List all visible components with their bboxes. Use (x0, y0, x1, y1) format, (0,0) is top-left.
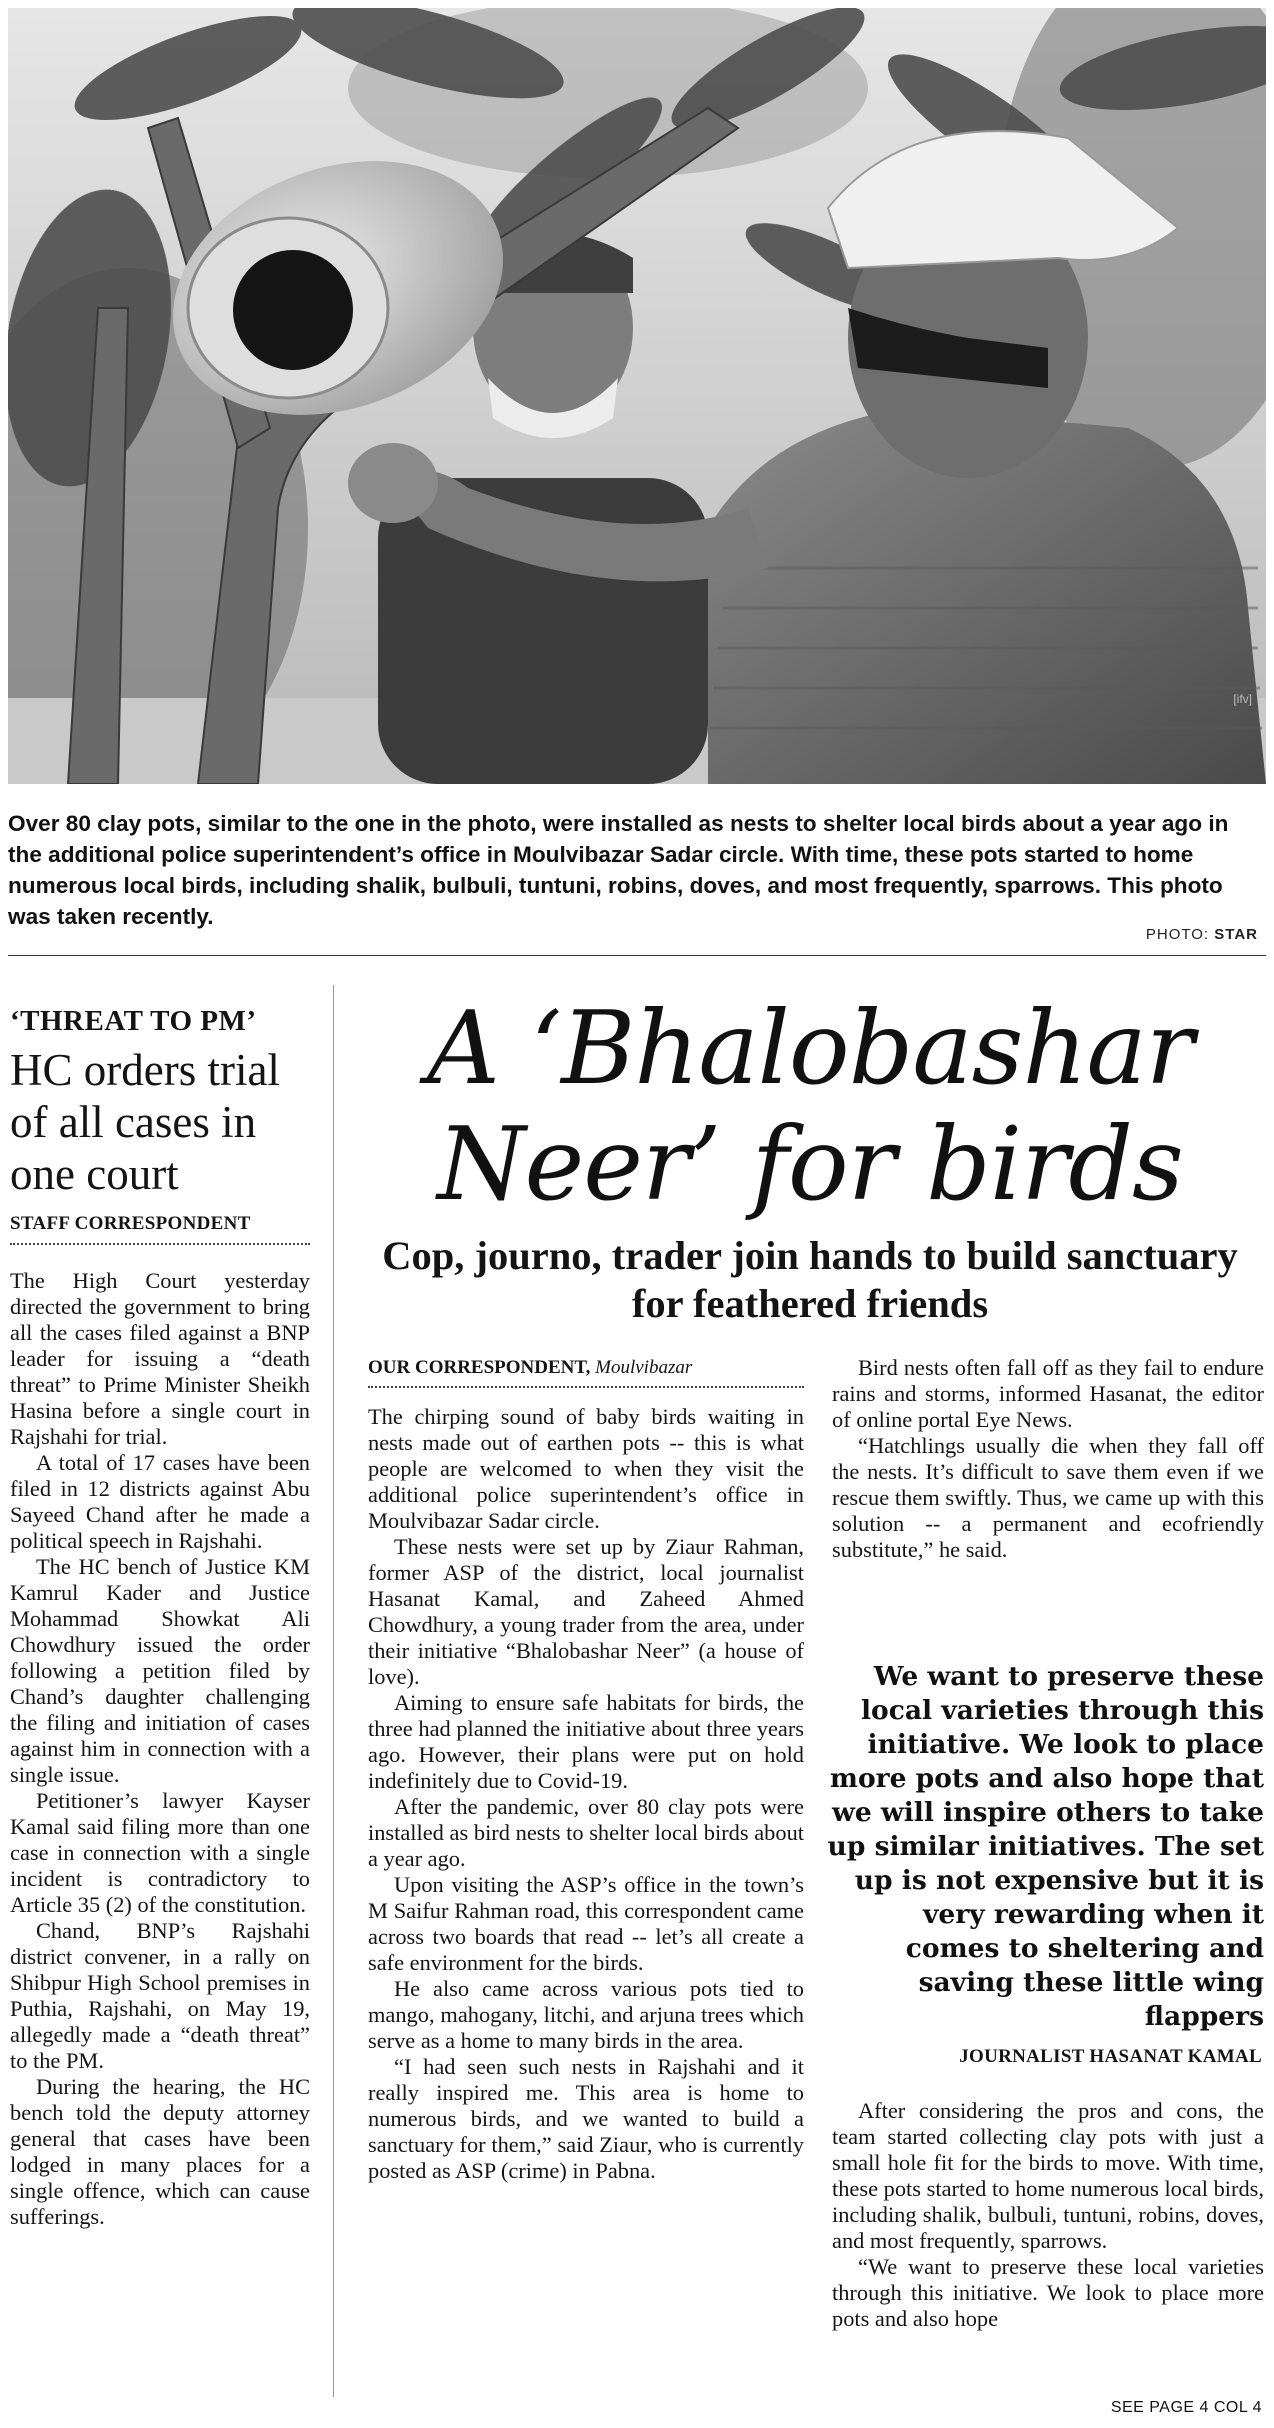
main-story-byline (368, 1357, 692, 1379)
paragraph: Aiming to ensure safe habitats for birds, the three had planned the initiative about three years ago. However, their plans were put on hold indefinitely due to Covid-19. (368, 1690, 804, 1793)
photo-caption: Over 80 clay pots, similar to the one in the photo, were installed as nests to shelter local birds about a year ago in the additional police superintendent’s office in Moulvibazar Sadar circle. With time, these pots started to home numerous local birds, including shalik, bulbuli, tuntuni, robins, doves, and most frequently, sparrows. This photo was taken recently. (8, 811, 1229, 929)
main-story-headline: A ‘Bhalobashar Neer’ for birds (427, 989, 1193, 1223)
paragraph: After considering the pros and cons, the team started collecting clay pots with just a small hole fit for the birds to move. With time, these pots started to home numerous local birds, including shalik, bulbuli, tuntuni, robins, doves, and most frequently, sparrows. (832, 2098, 1264, 2253)
paragraph: Upon visiting the ASP’s office in the town’s M Saifur Rahman road, this correspondent came across two boards that read -- let’s all create a safe environment for the birds. (368, 1872, 804, 1975)
left-story-dotted-rule (10, 1243, 310, 1245)
photo-illustration (8, 8, 1266, 784)
paragraph: He also came across various pots tied to mango, mahogany, litchi, and arjuna trees which serve as a home to many birds in the area. (368, 1976, 804, 2053)
paragraph: A total of 17 cases have been filed in 12 districts against Abu Sayeed Chand after he made a political speech in Rajshahi. (10, 1450, 310, 1553)
left-story-byline: STAFF CORRESPONDENT (10, 1213, 251, 1234)
paragraph: The chirping sound of baby birds waiting in nests made out of earthen pots -- this is what people are welcomed to when they visit the additional police superintendent’s office in Moulvibazar Sadar circle. (368, 1404, 804, 1533)
main-story-column-middle (368, 1404, 804, 2184)
paragraph: “I had seen such nests in Rajshahi and it really inspired me. This area is home to numerous birds, and we wanted to build a sanctuary for them,” said Ziaur, who is currently posted as ASP (crime) in Pabna. (368, 2054, 804, 2183)
left-story-body (10, 1268, 310, 2230)
byline-name: OUR CORRESPONDENT, (368, 1357, 591, 1378)
paragraph: “Hatchlings usually die when they fall off the nests. It’s difficult to save them even if we rescue them swiftly. Thus, we came up with this solution -- a permanent and ecofriendly substitute,” he said. (832, 1433, 1264, 1562)
photo-watermark: [ifv] (1233, 692, 1252, 706)
column-divider (333, 985, 334, 2397)
paragraph: The High Court yesterday directed the government to bring all the cases filed against a BNP leader for issuing a “death threat” to Prime Minister Sheikh Hasina before a single court in Rajshahi for trial. (10, 1268, 310, 1449)
news-photo (8, 8, 1266, 784)
paragraph: “We want to preserve these local varieties through this initiative. We look to place more pots and also hope (832, 2254, 1264, 2331)
paragraph: The HC bench of Justice KM Kamrul Kader and Justice Mohammad Showkat Ali Chowdhury issued the order following a petition filed by Chand’s daughter challenging the filing and initiation of cases against him in connection with a single issue. (10, 1554, 310, 1787)
paragraph: These nests were set up by Ziaur Rahman, former ASP of the district, local journalist Hasanat Kamal, and Zaheed Ahmed Chowdhury, a young trader from the area, under their initiative “Bhalobashar Neer” (a house of love). (368, 1534, 804, 1689)
pull-quote: We want to preserve these local varieties through this initiative. We look to place more pots and also hope that we will inspire others to take up similar initiatives. The set up is not expensive but it is very rewarding when it comes to sheltering and saving these little wing flappers (827, 1661, 1264, 2032)
pull-quote-author: JOURNALIST HASANAT KAMAL (959, 2046, 1262, 2067)
paragraph: During the hearing, the HC bench told the deputy attorney general that cases have been lodged in many places for a single offence, which can cause sufferings. (10, 2074, 310, 2229)
main-story-column-right-bottom (832, 2098, 1264, 2332)
left-story-kicker: ‘THREAT TO PM’ (10, 1005, 257, 1037)
left-story-headline: HC orders trial of all cases in one court (10, 1045, 280, 1199)
photo-credit (1146, 926, 1258, 943)
paragraph: Petitioner’s lawyer Kayser Kamal said filing more than one case in connection with a single incident is contradictory to Article 35 (2) of the constitution. (10, 1788, 310, 1917)
photo-credit-source: STAR (1214, 926, 1258, 943)
byline-place: Moulvibazar (595, 1357, 693, 1378)
paragraph: After the pandemic, over 80 clay pots were installed as bird nests to shelter local birds about a year ago. (368, 1794, 804, 1871)
paragraph: Chand, BNP’s Rajshahi district convener, in a rally on Shibpur High School premises in Puthia, Rajshahi, on May 19, allegedly made a “death threat” to the PM. (10, 1918, 310, 2073)
photo-credit-label: PHOTO: (1145, 926, 1210, 943)
main-story-dotted-rule (368, 1386, 804, 1388)
caption-divider (8, 955, 1266, 956)
main-story-subhead: Cop, journo, trader join hands to build sanctuary for feathered friends (382, 1233, 1238, 1326)
paragraph: Bird nests often fall off as they fail to endure rains and storms, informed Hasanat, the editor of online portal Eye News. (832, 1355, 1264, 1432)
continued-on-page-link[interactable]: SEE PAGE 4 COL 4 (1110, 2399, 1262, 2416)
main-story-column-right-top (832, 1355, 1264, 1563)
